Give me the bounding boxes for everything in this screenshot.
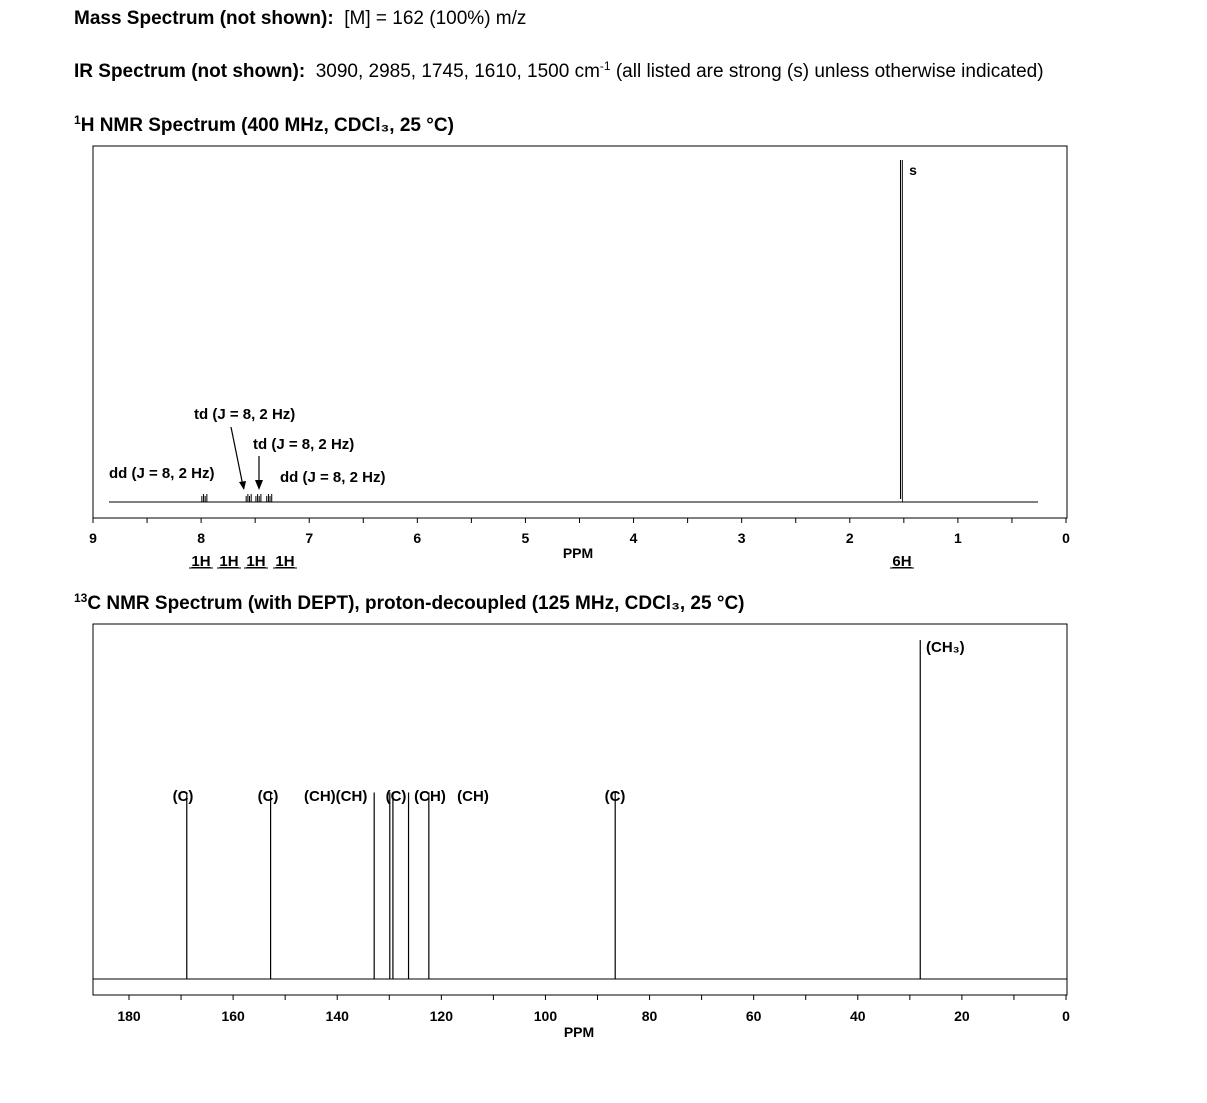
c-tick-label: 40	[849, 1008, 866, 1024]
c-tick-label: 20	[954, 1008, 970, 1024]
h-nmr-title-sup: 1	[74, 113, 81, 127]
h-integration-label: 1H	[275, 553, 295, 570]
c-tick-label: 0	[1062, 1008, 1070, 1024]
c-dept-label: (C)	[257, 788, 279, 805]
c-xlabel: PPM	[563, 1024, 595, 1040]
ms-label: Mass Spectrum (not shown):	[74, 8, 334, 29]
h-tick-label: 2	[845, 530, 854, 546]
h-tick-label: 9	[89, 530, 97, 546]
c-dept-label: (CH₃)	[926, 639, 965, 656]
c-dept-label: (CH)	[457, 788, 489, 805]
c-dept-label: (CH)(CH)	[304, 788, 368, 805]
c-tick-label: 160	[221, 1008, 245, 1024]
ir-unit-sup: -1	[599, 59, 611, 73]
h-integration-label: 1H	[246, 553, 266, 570]
ir-label: IR Spectrum (not shown):	[74, 61, 306, 82]
c-tick-label: 80	[641, 1008, 658, 1024]
c-tick-label: 100	[533, 1008, 558, 1024]
c-dept-label: (C)	[172, 788, 194, 805]
h-tick-label: 1	[953, 530, 962, 546]
c-tick-label: 120	[429, 1008, 454, 1024]
ir-text: 3090, 2985, 1745, 1610, 1500 cm	[315, 61, 600, 82]
c-plot-frame	[93, 624, 1067, 995]
h-arrow-td-upper	[231, 427, 243, 486]
c-dept-label: (CH)	[414, 788, 446, 805]
h-arrow-head	[239, 481, 246, 490]
h-label-dd-right: dd (J = 8, 2 Hz)	[280, 469, 386, 486]
h-tick-label: 8	[197, 530, 206, 546]
h-tick-label: 7	[305, 530, 314, 546]
h-nmr-title-text: H NMR Spectrum (400 MHz, CDCl₃, 25 °C)	[80, 115, 454, 136]
c-dept-label: (C)	[604, 788, 626, 805]
c-tick-label: 140	[325, 1008, 349, 1024]
c-nmr-title-text: C NMR Spectrum (with DEPT), proton-decoupled (125 MHz, CDCl₃, 25 °C)	[87, 593, 745, 614]
h-plot-frame	[93, 146, 1067, 518]
h-tick-label: 5	[521, 530, 530, 546]
h-integration-label: 6H	[892, 553, 912, 570]
h-tick-label: 4	[629, 530, 638, 546]
h-label-td-upper: td (J = 8, 2 Hz)	[194, 406, 296, 423]
h-arrow-head	[255, 480, 263, 490]
h-tick-label: 0	[1062, 530, 1070, 546]
h-integration-label: 1H	[191, 553, 211, 570]
c-tick-label: 180	[117, 1008, 141, 1024]
ir-note: (all listed are strong (s) unless otherwise indicated)	[615, 61, 1044, 82]
h-tick-label: 3	[737, 530, 746, 546]
h-tick-label: 6	[413, 530, 422, 546]
h-label-td-lower: td (J = 8, 2 Hz)	[253, 436, 355, 453]
ms-text: [M] = 162 (100%) m/z	[344, 8, 527, 29]
h-integration-label: 1H	[219, 553, 239, 570]
c-dept-label: (C)	[385, 788, 407, 805]
c-nmr-title-sup: 13	[74, 591, 88, 605]
c-tick-label: 60	[745, 1008, 762, 1024]
h-label-dd-left: dd (J = 8, 2 Hz)	[109, 465, 215, 482]
h-label-singlet: s	[909, 162, 917, 178]
h-xlabel: PPM	[562, 545, 594, 561]
